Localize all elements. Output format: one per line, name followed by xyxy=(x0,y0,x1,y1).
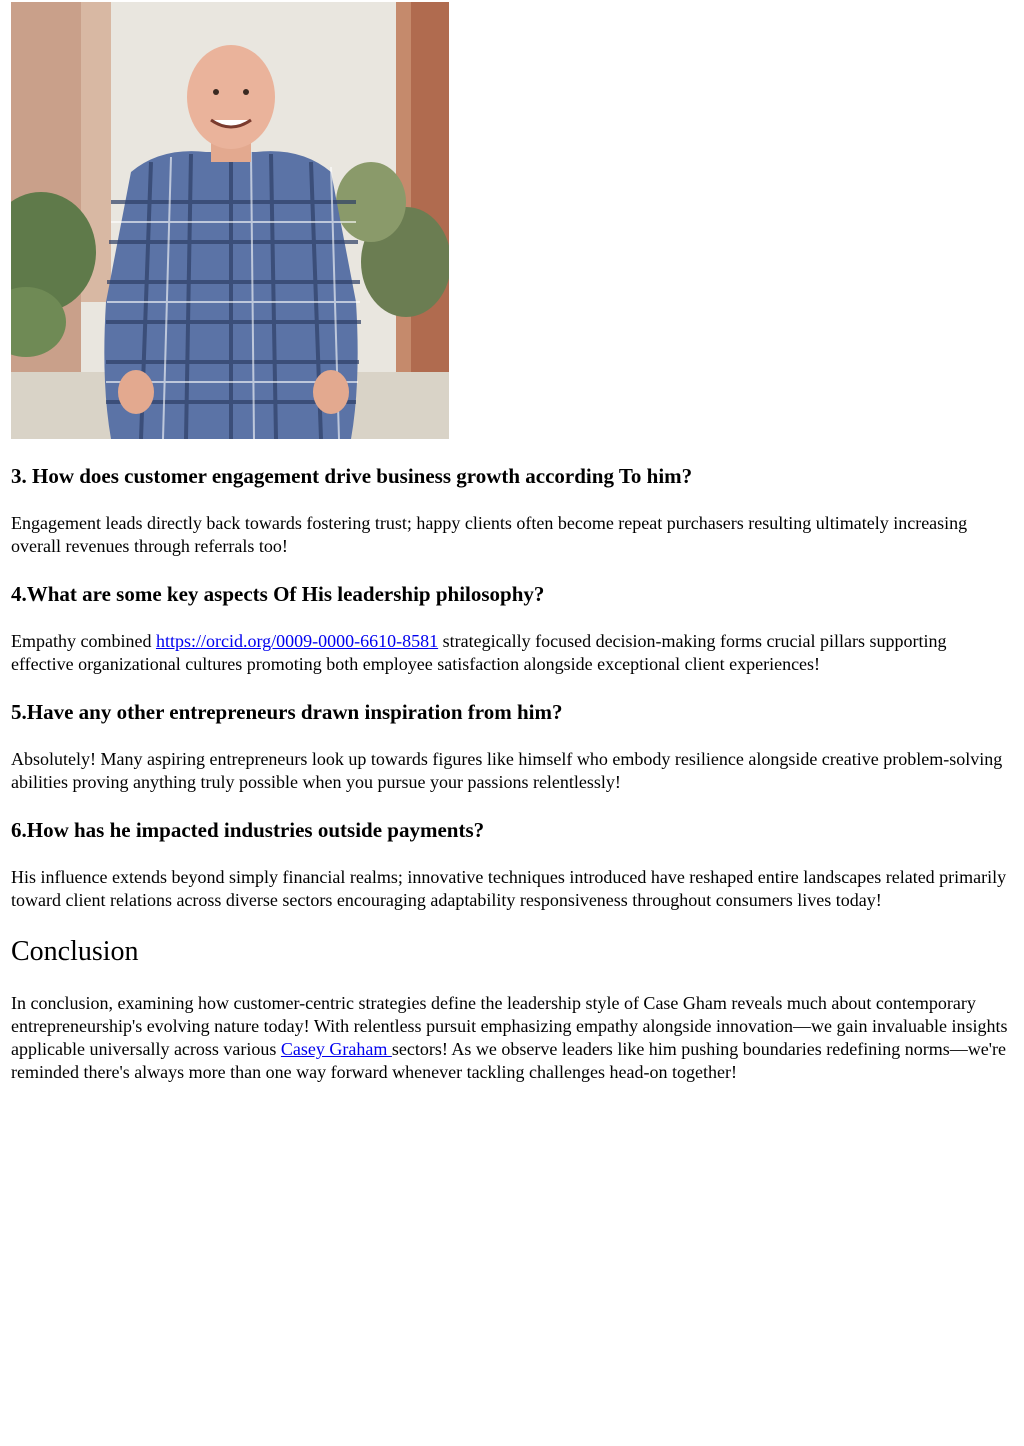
casey-graham-link[interactable]: Casey Graham xyxy=(280,1039,392,1059)
question-4-heading: 4.What are some key aspects Of His leadership philosophy? xyxy=(11,582,545,606)
conclusion-text-before: In conclusion, examining how customer-centric strategies define the leadership style of Case Gham reveals much about contemporary entrepreneurship's evolving nature today! With relentless pursuit emphasizing empathy alongside innovation—we gain invaluable insights applicable universally across various xyxy=(11,993,1008,1059)
conclusion-text xyxy=(11,992,1011,1084)
question-6-answer: His influence extends beyond simply financial realms; innovative techniques introduced have reshaped entire landscapes related primarily toward client relations across diverse sectors encouraging adaptability responsiveness throughout consumers lives today! xyxy=(11,867,1007,910)
question-3-heading: 3. How does customer engagement drive business growth according To him? xyxy=(11,464,693,488)
question-3-answer: Engagement leads directly back towards fostering trust; happy clients often become repeat purchasers resulting ultimately increasing overall revenues through referrals too! xyxy=(11,513,968,556)
conclusion-heading: Conclusion xyxy=(11,936,139,967)
question-6-heading: 6.How has he impacted industries outside payments? xyxy=(11,818,485,842)
portrait-photo xyxy=(11,2,449,439)
question-4-answer xyxy=(11,630,1011,676)
conclusion-text-after: sectors! As we observe leaders like him pushing boundaries redefining norms—we're reminded there's always more than one way forward whenever tackling challenges head-on together! xyxy=(11,1039,1006,1082)
article-content xyxy=(11,462,1011,1106)
person-photo-icon xyxy=(11,2,449,439)
question-5-heading: 5.Have any other entrepreneurs drawn inspiration from him? xyxy=(11,700,563,724)
question-4-text-before: Empathy combined xyxy=(11,631,156,651)
orcid-link[interactable]: https://orcid.org/0009-0000-6610-8581 xyxy=(155,631,439,651)
question-4-text-after: strategically focused decision-making forms crucial pillars supporting effective organizational cultures promoting both employee satisfaction alongside exceptional client experiences! xyxy=(11,631,947,674)
question-5-answer: Absolutely! Many aspiring entrepreneurs look up towards figures like himself who embody resilience alongside creative problem-solving abilities proving anything truly possible when you pursue your passions relentlessly! xyxy=(11,749,1003,792)
